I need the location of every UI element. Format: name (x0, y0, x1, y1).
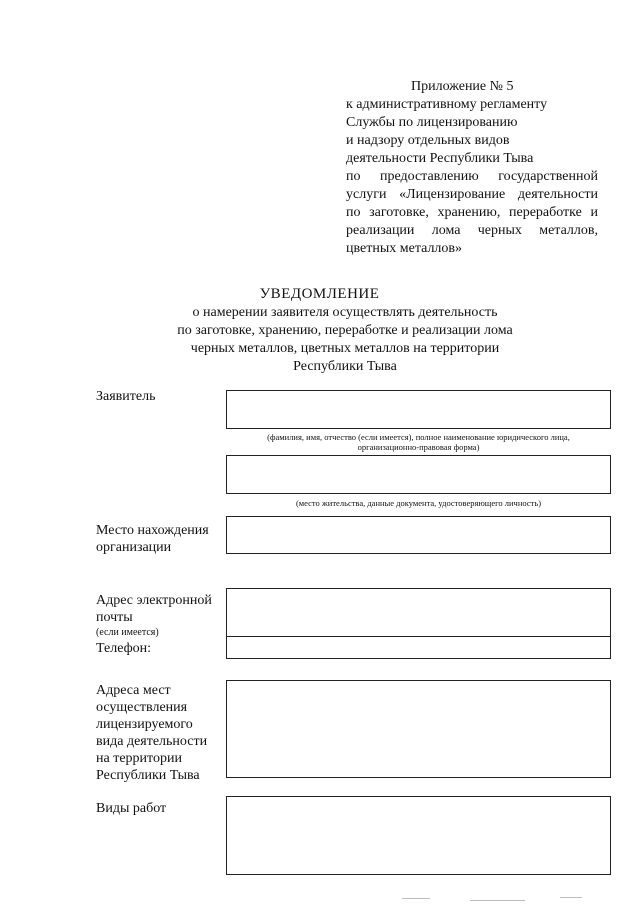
scan-speck (560, 897, 582, 898)
appendix-line: Службы по лицензированию (346, 115, 518, 130)
places-label-line: осуществления (96, 700, 188, 715)
places-field[interactable] (226, 680, 611, 778)
applicant-label: Заявитель (96, 389, 156, 404)
places-label-line: лицензируемого (96, 717, 193, 732)
notice-subtitle-line: о намерении заявителя осуществлять деятельность (192, 305, 498, 320)
work-types-label: Виды работ (96, 801, 167, 816)
appendix-line: к административному регламенту (346, 97, 548, 112)
residence-caption: (место жительства, данные документа, удостоверяющего личность) (295, 498, 542, 508)
appendix-line: реализации лома черных металлов, (346, 223, 598, 238)
places-label-line: Адреса мест (96, 683, 171, 698)
places-label-line: Республики Тыва (96, 768, 200, 783)
phone-label: Телефон: (96, 641, 152, 656)
email-label-note: (если имеется) (96, 627, 159, 638)
applicant-caption: (фамилия, имя, отчество (если имеется), полное наименование юридического лица, (267, 432, 570, 442)
email-field[interactable] (227, 589, 610, 635)
scan-speck (402, 898, 430, 899)
notice-subtitle-line: по заготовке, хранению, переработке и реализации лома (177, 323, 513, 338)
phone-field[interactable] (227, 637, 610, 658)
location-label: организации (96, 540, 172, 555)
applicant-residence-field[interactable] (226, 455, 611, 494)
places-label-line: на территории (96, 751, 182, 766)
notice-subtitle-line: черных металлов, цветных металлов на территории (190, 341, 500, 356)
appendix-line: по предоставлению государственной (346, 169, 598, 184)
appendix-line: услуги «Лицензирование деятельности (346, 187, 598, 202)
applicant-name-field[interactable] (226, 390, 611, 429)
appendix-line: по заготовке, хранению, переработке и (346, 205, 598, 220)
scan-speck (470, 900, 525, 901)
notice-subtitle-line: Республики Тыва (293, 359, 397, 374)
appendix-line: деятельности Республики Тыва (346, 151, 534, 166)
email-label: почты (96, 610, 133, 625)
location-field[interactable] (226, 516, 611, 554)
appendix-line: и надзору отдельных видов (346, 133, 510, 148)
appendix-line: цветных металлов» (346, 241, 463, 256)
applicant-caption: организационно-правовая форма) (357, 442, 480, 452)
places-label-line: вида деятельности (96, 734, 208, 749)
email-label: Адрес электронной (96, 593, 212, 608)
location-label: Место нахождения (96, 523, 209, 538)
work-types-field[interactable] (226, 796, 611, 875)
appendix-number: Приложение № 5 (411, 79, 514, 94)
notice-title: УВЕДОМЛЕНИЕ (259, 286, 380, 302)
